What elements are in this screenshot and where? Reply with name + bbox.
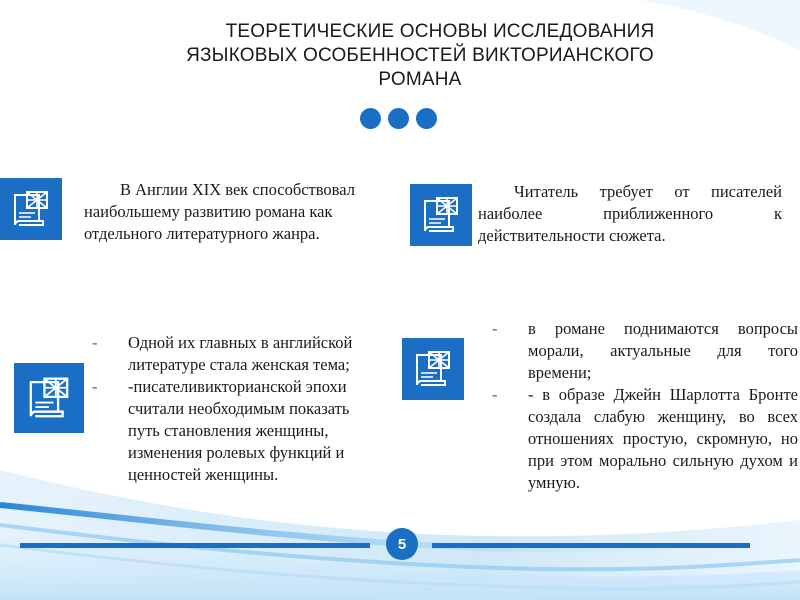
decorative-dots [360,108,437,129]
title-line-1: ТЕОРЕТИЧЕСКИЕ ОСНОВЫ ИССЛЕДОВАНИЯ [225,21,655,42]
top-left-paragraph: В Англии XIX век способствовал наибольшему развитию романа как отдельного литературного жанра. [84,180,355,243]
bullet-list-right [490,318,798,494]
list-item: - - в образе Джейн Шарлотта Бронте создала слабую женщину, во всех отношениях простую, скромную, но при этом морально сильную духом и умную. [490,384,798,494]
top-right-paragraph: Читатель требует от писателей наиболее приближенного к действительности сюжета. [478,182,782,245]
dot [388,108,409,129]
list-item: - в романе поднимаются вопросы морали, актуальные для того времени; [490,318,798,384]
page-number-badge: 5 [386,528,418,560]
list-item: - Одной их главных в английской литературе стала женская тема; [90,332,372,376]
book-uk-flag-icon [402,338,464,400]
dot [416,108,437,129]
text-block-top-right [478,181,782,247]
footer-line-left [20,543,370,548]
text-block-bottom-left [90,332,372,486]
title-line-2: ЯЗЫКОВЫХ ОСОБЕННОСТЕЙ ВИКТОРИАНСКОГО [186,45,654,66]
book-uk-flag-icon [0,178,62,240]
bullet-list-left [90,332,372,486]
book-uk-flag-icon [14,363,84,433]
text-block-top-left [84,179,406,245]
text-block-bottom-right [490,318,798,494]
list-item: - -писателивикторианской эпохи считали необходимым показать путь становления женщины, изменения ролевых функций и ценностей женщины. [90,376,372,486]
dot [360,108,381,129]
slide-title [120,20,720,92]
book-uk-flag-icon [410,184,472,246]
title-line-3: РОМАНА [378,69,462,90]
footer-line-right [432,543,750,548]
